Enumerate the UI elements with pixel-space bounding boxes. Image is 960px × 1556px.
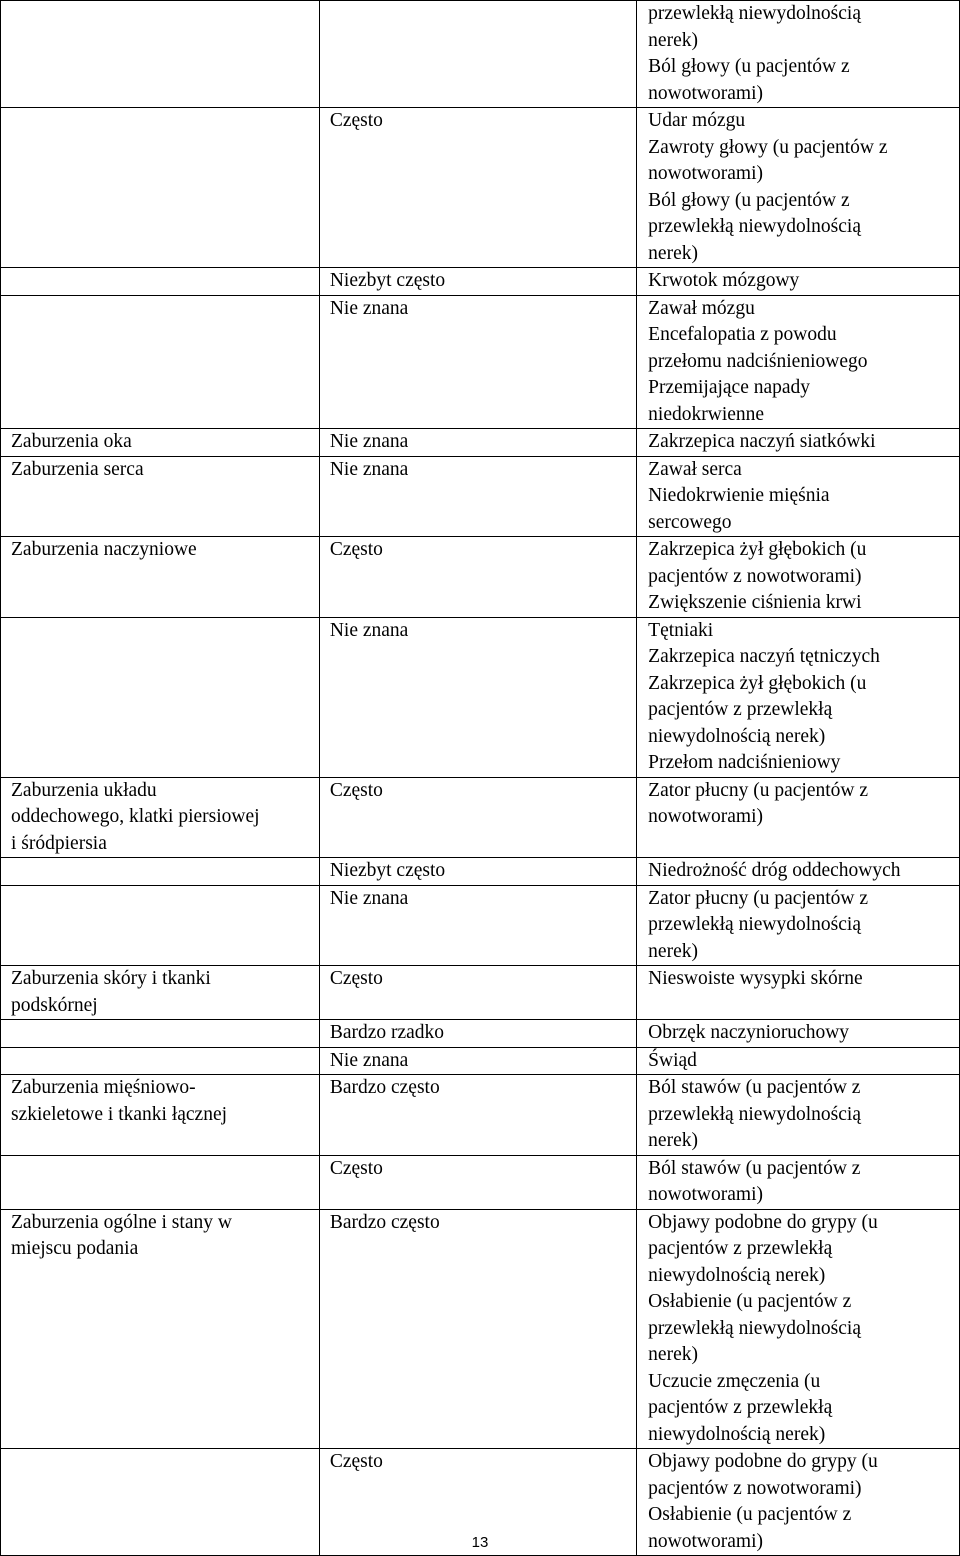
frequency-line: Często xyxy=(329,968,383,989)
organ-class-line: szkieletowe i tkanki łącznej xyxy=(11,1103,228,1125)
table-row xyxy=(1,1,960,108)
organ-class-cell xyxy=(1,777,320,858)
adverse-reaction-line: Udar mózgu xyxy=(648,110,746,131)
frequency-line: Bardzo rzadko xyxy=(329,1022,445,1043)
organ-class-cell xyxy=(1,295,320,429)
frequency-cell xyxy=(319,858,636,886)
organ-class-cell xyxy=(1,617,320,777)
adverse-reaction-line: pacjentów z nowotworami) xyxy=(648,565,862,587)
table-row xyxy=(1,429,960,457)
adverse-reaction-line: Ból głowy (u pacjentów z xyxy=(648,56,850,77)
adverse-reaction-line: pacjentów z nowotworami) xyxy=(648,1477,862,1499)
adverse-reaction-line: niedokrwienne xyxy=(648,403,765,425)
adverse-reaction-line: Zakrzepica naczyń siatkówki xyxy=(648,431,876,452)
adverse-reaction-line: przewlekłą niewydolnością xyxy=(648,216,861,237)
adverse-reaction-cell xyxy=(637,1,960,108)
adverse-reaction-cell xyxy=(637,1155,960,1209)
adverse-reaction-line: Zakrzepica żył głębokich (u xyxy=(648,539,867,560)
adverse-reaction-line: Nieswoiste wysypki skórne xyxy=(648,968,863,989)
adverse-reaction-line: Zakrzepica żył głębokich (u xyxy=(648,672,867,694)
table-row xyxy=(1,1020,960,1048)
frequency-line: Niezbyt często xyxy=(329,860,446,881)
frequency-line: Często xyxy=(329,779,383,801)
organ-class-line: Zaburzenia układu xyxy=(11,779,157,801)
organ-class-line: podskórnej xyxy=(11,994,98,1016)
table-row xyxy=(1,108,960,268)
adverse-reaction-line: przewlekłą niewydolnością xyxy=(648,1317,861,1339)
frequency-cell xyxy=(319,1020,636,1048)
adverse-reaction-cell xyxy=(637,537,960,618)
adverse-reaction-line: pacjentów z przewlekłą xyxy=(648,699,833,720)
organ-class-line: Zaburzenia serca xyxy=(11,458,144,480)
table-row xyxy=(1,295,960,429)
adverse-reaction-cell xyxy=(637,1020,960,1048)
frequency-line: Nie znana xyxy=(329,619,409,641)
adverse-reaction-line: nowotworami) xyxy=(648,82,763,104)
adverse-reaction-cell xyxy=(637,858,960,886)
frequency-cell xyxy=(319,1155,636,1209)
organ-class-line: Zaburzenia mięśniowo- xyxy=(11,1077,196,1098)
organ-class-cell xyxy=(1,268,320,296)
organ-class-cell xyxy=(1,1075,320,1156)
adverse-reaction-cell xyxy=(637,1075,960,1156)
frequency-line: Nie znana xyxy=(329,887,409,909)
organ-class-line: Zaburzenia naczyniowe xyxy=(11,539,197,560)
frequency-line: Bardzo często xyxy=(329,1077,440,1098)
adverse-reaction-line: Ból głowy (u pacjentów z xyxy=(648,189,850,211)
adverse-reaction-line: Przemijające napady xyxy=(648,377,811,398)
adverse-reaction-line: Świąd xyxy=(648,1049,697,1071)
organ-class-cell xyxy=(1,108,320,268)
table-row xyxy=(1,617,960,777)
adverse-reaction-line: Ból stawów (u pacjentów z xyxy=(648,1077,861,1098)
frequency-cell xyxy=(319,1075,636,1156)
table-row xyxy=(1,1047,960,1075)
adverse-reaction-cell xyxy=(637,1047,960,1075)
adverse-reaction-line: Niedokrwienie mięśnia xyxy=(648,485,830,506)
organ-class-line: Zaburzenia oka xyxy=(11,431,132,452)
page-number: 13 xyxy=(471,1534,489,1551)
adverse-reaction-line: niewydolnością nerek) xyxy=(648,1264,826,1286)
organ-class-cell xyxy=(1,1155,320,1209)
organ-class-cell xyxy=(1,456,320,537)
table-row xyxy=(1,537,960,618)
organ-class-line: miejscu podania xyxy=(11,1238,139,1259)
frequency-line: Często xyxy=(329,110,383,131)
table-row xyxy=(1,268,960,296)
adverse-reaction-line: przełomu nadciśnieniowego xyxy=(648,350,868,372)
frequency-line: Bardzo często xyxy=(329,1211,440,1233)
frequency-cell xyxy=(319,456,636,537)
adverse-reaction-cell xyxy=(637,966,960,1020)
adverse-reaction-line: Przełom nadciśnieniowy xyxy=(648,752,841,773)
adverse-reaction-line: pacjentów z przewlekłą xyxy=(648,1397,833,1418)
frequency-cell xyxy=(319,966,636,1020)
frequency-cell xyxy=(319,429,636,457)
adverse-reaction-line: Ból stawów (u pacjentów z xyxy=(648,1157,861,1179)
organ-class-cell xyxy=(1,885,320,966)
organ-class-line: oddechowego, klatki piersiowej xyxy=(11,806,260,827)
adverse-reaction-line: nowotworami) xyxy=(648,806,763,827)
table-row xyxy=(1,966,960,1020)
adverse-reaction-cell xyxy=(637,108,960,268)
organ-class-cell xyxy=(1,1047,320,1075)
adverse-reaction-cell xyxy=(637,456,960,537)
table-row xyxy=(1,1209,960,1449)
table-row xyxy=(1,1075,960,1156)
table-body xyxy=(1,1,960,1556)
organ-class-cell xyxy=(1,858,320,886)
organ-class-cell xyxy=(1,1,320,108)
frequency-cell xyxy=(319,617,636,777)
adverse-reaction-line: nerek) xyxy=(648,1344,698,1365)
adverse-reaction-line: nowotworami) xyxy=(648,1184,763,1205)
adverse-reaction-line: niewydolnością nerek) xyxy=(648,1423,826,1445)
frequency-cell xyxy=(319,885,636,966)
adverse-reaction-line: nerek) xyxy=(648,940,698,962)
frequency-line: Nie znana xyxy=(329,297,409,319)
adverse-reaction-line: nerek) xyxy=(648,29,698,51)
adverse-reaction-line: Zator płucny (u pacjentów z xyxy=(648,887,869,909)
frequency-cell xyxy=(319,777,636,858)
adverse-reaction-line: sercowego xyxy=(648,511,732,533)
adverse-reaction-line: Zakrzepica naczyń tętniczych xyxy=(648,646,880,667)
adverse-reaction-line: niewydolnością nerek) xyxy=(648,725,826,747)
adverse-reaction-cell xyxy=(637,1209,960,1449)
adverse-reaction-line: nowotworami) xyxy=(648,1530,763,1552)
adverse-reaction-line: Obrzęk naczynioruchowy xyxy=(648,1022,850,1043)
frequency-line: Nie znana xyxy=(329,458,409,480)
adverse-reaction-line: przewlekłą niewydolnością xyxy=(648,1103,861,1125)
organ-class-line: Zaburzenia skóry i tkanki xyxy=(11,968,211,989)
table-row xyxy=(1,456,960,537)
organ-class-cell xyxy=(1,966,320,1020)
adverse-reaction-line: Osłabienie (u pacjentów z xyxy=(648,1504,852,1525)
adverse-reaction-cell xyxy=(637,429,960,457)
adverse-reaction-line: Zwiększenie ciśnienia krwi xyxy=(648,592,862,613)
adverse-reaction-line: Osłabienie (u pacjentów z xyxy=(648,1291,852,1312)
frequency-cell xyxy=(319,1209,636,1449)
adverse-reaction-line: Zator płucny (u pacjentów z xyxy=(648,779,869,801)
adverse-reaction-line: Zawał mózgu xyxy=(648,297,755,319)
frequency-line: Niezbyt często xyxy=(329,270,446,291)
frequency-cell xyxy=(319,108,636,268)
table-row xyxy=(1,1155,960,1209)
adverse-reaction-line: przewlekłą niewydolnością xyxy=(648,3,861,24)
organ-class-cell xyxy=(1,1209,320,1449)
table-row xyxy=(1,777,960,858)
adverse-reaction-line: przewlekłą niewydolnością xyxy=(648,914,861,935)
organ-class-cell xyxy=(1,429,320,457)
adverse-reaction-cell xyxy=(637,295,960,429)
table-row xyxy=(1,885,960,966)
table-row xyxy=(1,858,960,886)
frequency-line: Często xyxy=(329,539,383,560)
frequency-cell xyxy=(319,1,636,108)
adverse-reaction-line: Niedrożność dróg oddechowych xyxy=(648,860,901,881)
adverse-reaction-line: nerek) xyxy=(648,242,698,264)
adverse-reaction-line: Uczucie zmęczenia (u xyxy=(648,1370,821,1392)
adverse-reaction-line: Zawroty głowy (u pacjentów z xyxy=(648,136,888,158)
adverse-reaction-line: Objawy podobne do grypy (u xyxy=(648,1211,878,1233)
frequency-cell xyxy=(319,537,636,618)
adverse-reaction-cell xyxy=(637,268,960,296)
organ-class-cell xyxy=(1,537,320,618)
adverse-reaction-line: Krwotok mózgowy xyxy=(648,270,800,291)
adverse-reaction-line: nerek) xyxy=(648,1130,698,1151)
adverse-reaction-line: Objawy podobne do grypy (u xyxy=(648,1451,878,1472)
organ-class-line: i śródpiersia xyxy=(11,832,107,854)
frequency-cell xyxy=(319,295,636,429)
frequency-cell xyxy=(319,1047,636,1075)
frequency-line: Często xyxy=(329,1451,383,1472)
frequency-line: Nie znana xyxy=(329,431,409,452)
organ-class-line: Zaburzenia ogólne i stany w xyxy=(11,1211,232,1233)
adverse-reaction-line: Zawał serca xyxy=(648,458,742,480)
organ-class-cell xyxy=(1,1020,320,1048)
adverse-reaction-cell xyxy=(637,885,960,966)
adverse-reaction-line: nowotworami) xyxy=(648,163,763,184)
frequency-cell xyxy=(319,268,636,296)
adverse-reaction-cell xyxy=(637,617,960,777)
frequency-line: Nie znana xyxy=(329,1049,409,1071)
adverse-reaction-cell xyxy=(637,777,960,858)
adverse-reaction-line: Tętniaki xyxy=(648,619,714,641)
frequency-line: Często xyxy=(329,1157,383,1179)
adverse-reaction-line: pacjentów z przewlekłą xyxy=(648,1238,833,1259)
adverse-reaction-line: Encefalopatia z powodu xyxy=(648,324,837,345)
